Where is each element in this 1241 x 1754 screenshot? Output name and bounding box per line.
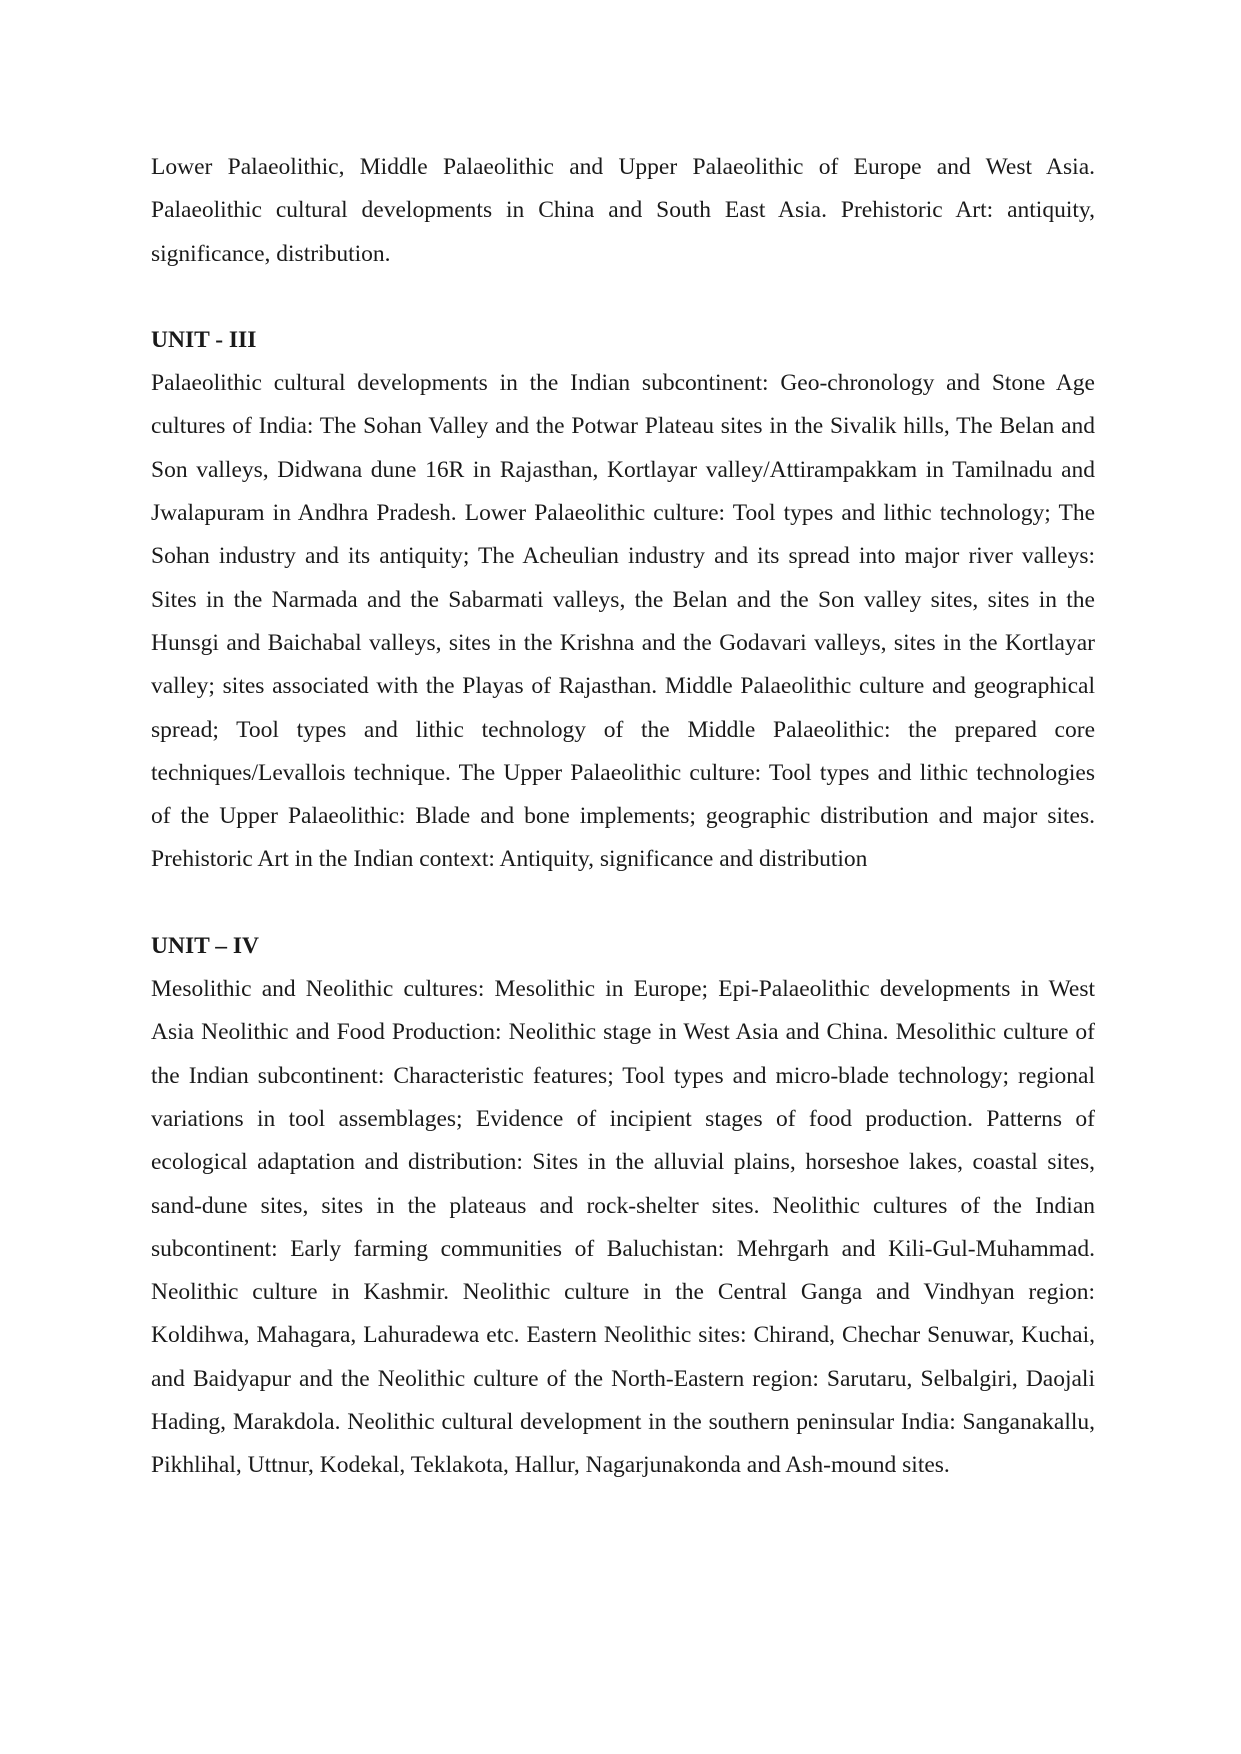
unit-4-section (151, 925, 1095, 1488)
unit-4-heading: UNIT – IV (151, 932, 259, 959)
unit-3-section (151, 319, 1095, 882)
unit-3-heading: UNIT - III (151, 326, 257, 353)
document-page (151, 146, 1095, 1488)
section-gap (151, 276, 1095, 319)
unit-4-body: Mesolithic and Neolithic cultures: Mesolithic in Europe; Epi-Palaeolithic developments in West Asia Neolithic and Food Production: Neolithic stage in West Asia and China. Mesolithic culture of the Indian subcontinent: Characteristic features; Tool types and micro-blade technology; regional variations in tool assemblages; Evidence of incipient stages of food production. Patterns of ecological adaptation and distribution: Sites in the alluvial plains, horseshoe lakes, coastal sites, sand-dune sites, sites in the plateaus and rock-shelter sites. Neolithic cultures of the Indian subcontinent: Early farming communities of Baluchistan: Mehrgarh and Kili-Gul-Muhammad. Neolithic culture in Kashmir. Neolithic culture in the Central Ganga and Vindhyan region: Koldihwa, Mahagara, Lahuradewa etc. Eastern Neolithic sites: Chirand, Chechar Senuwar, Kuchai, and Baidyapur and the Neolithic culture of the North-Eastern region: Sarutaru, Selbalgiri, Daojali Hading, Marakdola. Neolithic cultural development in the southern peninsular India: Sanganakallu, Pikhlihal, Uttnur, Kodekal, Teklakota, Hallur, Nagarjunakonda and Ash-mound sites. (151, 976, 1095, 1479)
intro-paragraph: Lower Palaeolithic, Middle Palaeolithic and Upper Palaeolithic of Europe and West Asia. Palaeolithic cultural developments in China and South East Asia. Prehistoric Art: antiquity, significance, distribution. (151, 154, 1095, 267)
section-gap (151, 882, 1095, 925)
unit-3-body: Palaeolithic cultural developments in the Indian subcontinent: Geo-chronology and Stone Age cultures of India: The Sohan Valley and the Potwar Plateau sites in the Sivalik hills, The Belan and Son valleys, Didwana dune 16R in Rajasthan, Kortlayar valley/Attirampakkam in Tamilnadu and Jwalapuram in Andhra Pradesh. Lower Palaeolithic culture: Tool types and lithic technology; The Sohan industry and its antiquity; The Acheulian industry and its spread into major river valleys: Sites in the Narmada and the Sabarmati valleys, the Belan and the Son valley sites, sites in the Hunsgi and Baichabal valleys, sites in the Krishna and the Godavari valleys, sites in the Kortlayar valley; sites associated with the Playas of Rajasthan. Middle Palaeolithic culture and geographical spread; Tool types and lithic technology of the Middle Palaeolithic: the prepared core techniques/Levallois technique. The Upper Palaeolithic culture: Tool types and lithic technologies of the Upper Palaeolithic: Blade and bone implements; geographic distribution and major sites. Prehistoric Art in the Indian context: Antiquity, significance and distribution (151, 370, 1095, 873)
